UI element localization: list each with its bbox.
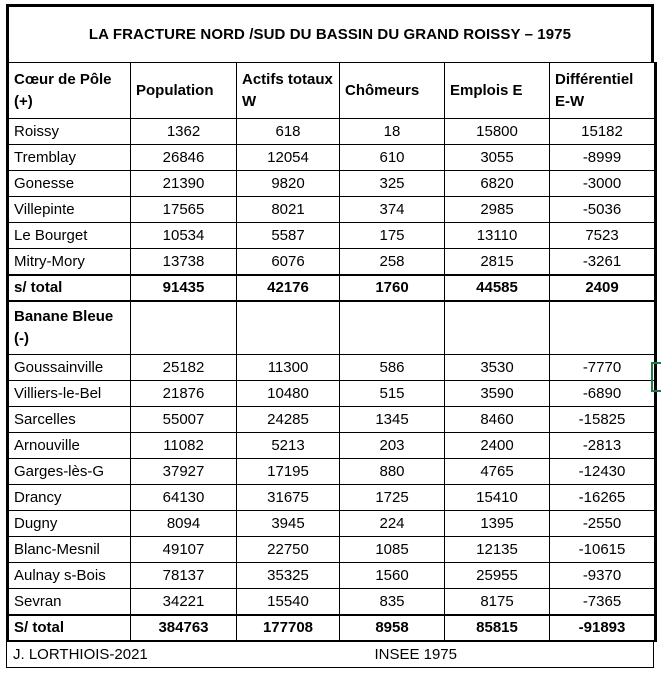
table-body — [8, 119, 656, 641]
cell-actifs[interactable]: 3945 — [237, 511, 340, 537]
cell-actifs[interactable]: 5587 — [237, 223, 340, 249]
table-row — [8, 563, 656, 589]
cell-population[interactable]: 25182 — [131, 355, 237, 381]
cell-commune[interactable]: Goussainville — [8, 355, 131, 381]
cell-emplois[interactable]: 2815 — [445, 249, 550, 275]
cell-chomeurs[interactable]: 1560 — [340, 563, 445, 589]
cell-chomeurs[interactable]: 374 — [340, 197, 445, 223]
cell-population[interactable]: 64130 — [131, 485, 237, 511]
cell-population[interactable]: 13738 — [131, 249, 237, 275]
cell-commune[interactable]: Garges-lès-G — [8, 459, 131, 485]
table-row — [8, 589, 656, 615]
cell-commune[interactable]: s/ total — [8, 275, 131, 301]
cell-chomeurs[interactable]: 1345 — [340, 407, 445, 433]
cell-population[interactable]: 55007 — [131, 407, 237, 433]
cell-emplois[interactable]: 2985 — [445, 197, 550, 223]
cell-chomeurs[interactable]: 175 — [340, 223, 445, 249]
cell-commune[interactable]: Villiers-le-Bel — [8, 381, 131, 407]
table-row — [8, 171, 656, 197]
cell-actifs[interactable]: 11300 — [237, 355, 340, 381]
cell-actifs[interactable]: 5213 — [237, 433, 340, 459]
cell-actifs[interactable]: 12054 — [237, 145, 340, 171]
cell-differentiel[interactable]: -16265 — [550, 485, 656, 511]
cell-differentiel[interactable]: -3261 — [550, 249, 656, 275]
subtotal-row — [8, 275, 656, 301]
cell-commune[interactable]: Gonesse — [8, 171, 131, 197]
empty-cell[interactable] — [131, 301, 237, 355]
table-row — [8, 355, 656, 381]
table-row — [8, 511, 656, 537]
cell-chomeurs[interactable]: 880 — [340, 459, 445, 485]
table-title: LA FRACTURE NORD /SUD DU BASSIN DU GRAND ROISSY – 1975 — [6, 4, 654, 62]
cell-actifs[interactable]: 6076 — [237, 249, 340, 275]
header-differentiel[interactable]: Différentiel E-W — [550, 63, 656, 119]
header-coeur-de-pole[interactable]: Cœur de Pôle (+) — [8, 63, 131, 119]
cell-emplois[interactable]: 8460 — [445, 407, 550, 433]
cell-chomeurs[interactable]: 515 — [340, 381, 445, 407]
cell-commune[interactable]: Blanc-Mesnil — [8, 537, 131, 563]
empty-cell[interactable] — [550, 301, 656, 355]
table-row — [8, 223, 656, 249]
cell-emplois[interactable]: 13110 — [445, 223, 550, 249]
empty-cell[interactable] — [237, 301, 340, 355]
cell-differentiel[interactable]: -7365 — [550, 589, 656, 615]
table-row — [8, 537, 656, 563]
cell-differentiel[interactable]: -7770 — [550, 355, 656, 381]
cell-actifs[interactable]: 31675 — [237, 485, 340, 511]
header-chomeurs[interactable]: Chômeurs — [340, 63, 445, 119]
cell-population[interactable]: 21876 — [131, 381, 237, 407]
table-row — [8, 145, 656, 171]
cell-chomeurs[interactable]: 1760 — [340, 275, 445, 301]
cell-commune[interactable]: Mitry-Mory — [8, 249, 131, 275]
cell-emplois[interactable]: 8175 — [445, 589, 550, 615]
cell-commune[interactable]: Sevran — [8, 589, 131, 615]
cell-differentiel[interactable]: -10615 — [550, 537, 656, 563]
cell-commune[interactable]: Villepinte — [8, 197, 131, 223]
cell-differentiel[interactable]: 15182 — [550, 119, 656, 145]
cell-chomeurs[interactable]: 8958 — [340, 615, 445, 641]
cell-differentiel[interactable]: 2409 — [550, 275, 656, 301]
table-row — [8, 249, 656, 275]
selected-cell-marker — [651, 362, 661, 392]
cell-emplois[interactable]: 44585 — [445, 275, 550, 301]
cell-emplois[interactable]: 4765 — [445, 459, 550, 485]
cell-commune[interactable]: Roissy — [8, 119, 131, 145]
cell-population[interactable]: 34221 — [131, 589, 237, 615]
cell-emplois[interactable]: 15800 — [445, 119, 550, 145]
spreadsheet — [6, 4, 654, 668]
cell-emplois[interactable]: 3530 — [445, 355, 550, 381]
cell-chomeurs[interactable]: 610 — [340, 145, 445, 171]
cell-commune[interactable]: Aulnay s-Bois — [8, 563, 131, 589]
cell-population[interactable]: 91435 — [131, 275, 237, 301]
cell-population[interactable]: 11082 — [131, 433, 237, 459]
section-row — [8, 301, 656, 355]
header-actifs[interactable]: Actifs totaux W — [237, 63, 340, 119]
cell-chomeurs[interactable]: 586 — [340, 355, 445, 381]
cell-commune[interactable]: S/ total — [8, 615, 131, 641]
cell-differentiel[interactable]: -15825 — [550, 407, 656, 433]
cell-actifs[interactable]: 177708 — [237, 615, 340, 641]
cell-actifs[interactable]: 42176 — [237, 275, 340, 301]
cell-emplois[interactable]: 2400 — [445, 433, 550, 459]
cell-emplois[interactable]: 3055 — [445, 145, 550, 171]
cell-population[interactable]: 8094 — [131, 511, 237, 537]
cell-actifs[interactable]: 9820 — [237, 171, 340, 197]
cell-population[interactable]: 26846 — [131, 145, 237, 171]
cell-emplois[interactable]: 6820 — [445, 171, 550, 197]
cell-chomeurs[interactable]: 224 — [340, 511, 445, 537]
cell-emplois[interactable]: 1395 — [445, 511, 550, 537]
cell-population[interactable]: 37927 — [131, 459, 237, 485]
table-row — [8, 197, 656, 223]
header-row — [8, 63, 656, 119]
cell-actifs[interactable]: 22750 — [237, 537, 340, 563]
table-row — [8, 459, 656, 485]
cell-population[interactable]: 1362 — [131, 119, 237, 145]
empty-cell[interactable] — [445, 301, 550, 355]
cell-actifs[interactable]: 618 — [237, 119, 340, 145]
cell-differentiel[interactable]: -6890 — [550, 381, 656, 407]
cell-differentiel[interactable]: -5036 — [550, 197, 656, 223]
cell-chomeurs[interactable]: 18 — [340, 119, 445, 145]
cell-population[interactable]: 49107 — [131, 537, 237, 563]
footer-author[interactable]: J. LORTHIOIS-2021 — [13, 645, 148, 663]
cell-actifs[interactable]: 10480 — [237, 381, 340, 407]
cell-chomeurs[interactable]: 258 — [340, 249, 445, 275]
cell-actifs[interactable]: 24285 — [237, 407, 340, 433]
table-row — [8, 485, 656, 511]
section-label[interactable]: Banane Bleue (-) — [8, 301, 131, 355]
cell-commune[interactable]: Arnouville — [8, 433, 131, 459]
cell-differentiel[interactable]: -12430 — [550, 459, 656, 485]
table-row — [8, 407, 656, 433]
cell-actifs[interactable]: 17195 — [237, 459, 340, 485]
empty-cell[interactable] — [340, 301, 445, 355]
cell-differentiel[interactable]: -8999 — [550, 145, 656, 171]
cell-chomeurs[interactable]: 1725 — [340, 485, 445, 511]
footer-source[interactable]: INSEE 1975 — [374, 645, 457, 663]
total-row — [8, 615, 656, 641]
cell-differentiel[interactable]: -3000 — [550, 171, 656, 197]
cell-commune[interactable]: Le Bourget — [8, 223, 131, 249]
header-population[interactable]: Population — [131, 63, 237, 119]
footer-row — [6, 642, 654, 668]
table-row — [8, 433, 656, 459]
cell-differentiel[interactable]: -2550 — [550, 511, 656, 537]
cell-commune[interactable]: Dugny — [8, 511, 131, 537]
cell-differentiel[interactable]: -9370 — [550, 563, 656, 589]
data-table — [6, 62, 657, 642]
header-emplois[interactable]: Emplois E — [445, 63, 550, 119]
cell-actifs[interactable]: 35325 — [237, 563, 340, 589]
cell-actifs[interactable]: 8021 — [237, 197, 340, 223]
cell-emplois[interactable]: 25955 — [445, 563, 550, 589]
cell-commune[interactable]: Sarcelles — [8, 407, 131, 433]
cell-emplois[interactable]: 3590 — [445, 381, 550, 407]
cell-commune[interactable]: Tremblay — [8, 145, 131, 171]
table-row — [8, 381, 656, 407]
cell-emplois[interactable]: 85815 — [445, 615, 550, 641]
cell-population[interactable]: 21390 — [131, 171, 237, 197]
cell-emplois[interactable]: 15410 — [445, 485, 550, 511]
cell-differentiel[interactable]: -2813 — [550, 433, 656, 459]
cell-chomeurs[interactable]: 325 — [340, 171, 445, 197]
cell-emplois[interactable]: 12135 — [445, 537, 550, 563]
cell-differentiel[interactable]: 7523 — [550, 223, 656, 249]
cell-actifs[interactable]: 15540 — [237, 589, 340, 615]
table-row — [8, 119, 656, 145]
cell-chomeurs[interactable]: 1085 — [340, 537, 445, 563]
cell-population[interactable]: 78137 — [131, 563, 237, 589]
cell-commune[interactable]: Drancy — [8, 485, 131, 511]
cell-population[interactable]: 10534 — [131, 223, 237, 249]
cell-chomeurs[interactable]: 835 — [340, 589, 445, 615]
cell-population[interactable]: 17565 — [131, 197, 237, 223]
cell-population[interactable]: 384763 — [131, 615, 237, 641]
cell-differentiel[interactable]: -91893 — [550, 615, 656, 641]
cell-chomeurs[interactable]: 203 — [340, 433, 445, 459]
